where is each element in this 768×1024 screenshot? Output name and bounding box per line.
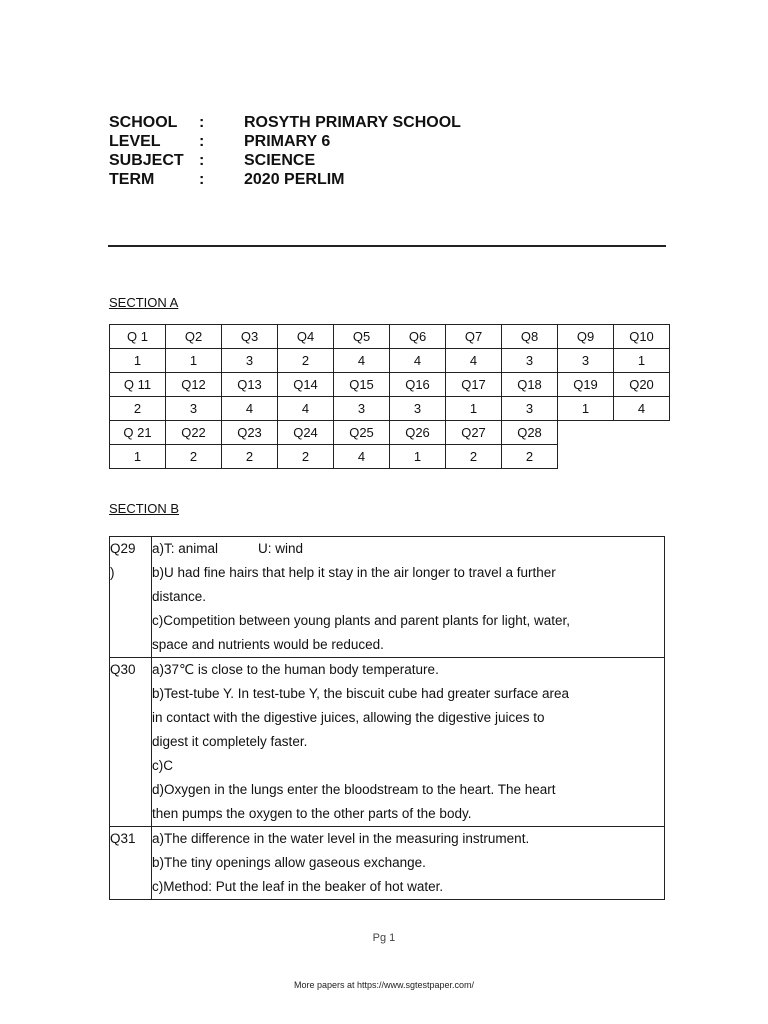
table-row [110, 325, 670, 349]
answer-cell: 2 [502, 445, 558, 469]
question-cell: Q14 [278, 373, 334, 397]
answer-line [152, 537, 664, 561]
answer-text-cell [152, 658, 665, 827]
question-cell: Q10 [614, 325, 670, 349]
answer-line: b)Test-tube Y. In test-tube Y, the biscuit cube had greater surface area [152, 686, 570, 701]
question-cell: Q18 [502, 373, 558, 397]
question-cell: Q9 [558, 325, 614, 349]
question-number: Q30 [110, 662, 136, 677]
answer-line: c)C [152, 758, 173, 773]
header-colon: : [199, 114, 205, 131]
question-cell: Q 21 [110, 421, 166, 445]
footer-link[interactable]: More papers at https://www.sgtestpaper.com/ [293, 980, 475, 990]
question-cell: Q25 [334, 421, 390, 445]
table-row [110, 445, 670, 469]
header-row-school [109, 113, 461, 132]
question-cell: Q2 [166, 325, 222, 349]
question-cell: Q22 [166, 421, 222, 445]
answer-line: a)The difference in the water level in the measuring instrument. [152, 831, 530, 846]
answer-line: a)37℃ is close to the human body temperature. [152, 662, 439, 677]
answer-cell: 1 [614, 349, 670, 373]
question-cell: Q16 [390, 373, 446, 397]
header-colon: : [199, 152, 205, 169]
question-cell: Q13 [222, 373, 278, 397]
question-cell: Q24 [278, 421, 334, 445]
question-cell: Q4 [278, 325, 334, 349]
answer-line: in contact with the digestive juices, allowing the digestive juices to [152, 710, 545, 725]
table-row [110, 349, 670, 373]
header-row-subject [109, 151, 461, 170]
answer-cell: 4 [334, 445, 390, 469]
table-row [110, 827, 665, 900]
answer-line: space and nutrients would be reduced. [152, 637, 384, 652]
answer-cell: 3 [502, 397, 558, 421]
empty-cell [614, 421, 670, 445]
question-number: Q29 [110, 541, 136, 556]
answer-cell: 1 [110, 445, 166, 469]
answer-cell: 2 [446, 445, 502, 469]
answer-line: c)Competition between young plants and parent plants for light, water, [152, 613, 570, 628]
question-cell: Q15 [334, 373, 390, 397]
answer-cell: 3 [390, 397, 446, 421]
table-row [110, 537, 665, 658]
answer-text-cell [152, 537, 665, 658]
question-number-cell [110, 537, 152, 658]
header-value: PRIMARY 6 [244, 133, 331, 150]
header-colon: : [199, 171, 205, 188]
answer-cell: 2 [166, 445, 222, 469]
answer-cell: 2 [110, 397, 166, 421]
header-value: ROSYTH PRIMARY SCHOOL [244, 114, 461, 131]
answer-cell: 4 [390, 349, 446, 373]
empty-cell [614, 445, 670, 469]
answer-cell: 3 [166, 397, 222, 421]
question-cell: Q 11 [110, 373, 166, 397]
answer-cell: 4 [222, 397, 278, 421]
answer-cell: 1 [558, 397, 614, 421]
question-cell: Q 1 [110, 325, 166, 349]
section-a-answer-table [109, 324, 670, 469]
question-cell: Q26 [390, 421, 446, 445]
answer-part: a)T: animal [152, 541, 219, 556]
section-b-title: SECTION B [109, 501, 180, 516]
page-number: Pg 1 [372, 932, 396, 944]
header-row-level [109, 132, 461, 151]
question-cell: Q20 [614, 373, 670, 397]
question-cell: Q27 [446, 421, 502, 445]
document-header [109, 113, 461, 189]
answer-line: c)Method: Put the leaf in the beaker of hot water. [152, 879, 444, 894]
answer-cell: 3 [502, 349, 558, 373]
answer-cell: 1 [166, 349, 222, 373]
question-cell: Q12 [166, 373, 222, 397]
divider-rule [108, 245, 666, 247]
answer-line: then pumps the oxygen to the other parts of the body. [152, 806, 472, 821]
table-row [110, 397, 670, 421]
question-cell: Q28 [502, 421, 558, 445]
answer-cell: 3 [334, 397, 390, 421]
answer-line: distance. [152, 589, 207, 604]
answer-cell: 1 [446, 397, 502, 421]
empty-cell [558, 421, 614, 445]
header-value: 2020 PERLIM [244, 171, 345, 188]
answer-cell: 4 [334, 349, 390, 373]
answer-cell: 2 [278, 349, 334, 373]
header-colon: : [199, 133, 205, 150]
table-row [110, 373, 670, 397]
answer-line: b)The tiny openings allow gaseous exchange. [152, 855, 426, 870]
table-row [110, 421, 670, 445]
header-label: LEVEL [109, 133, 161, 150]
answer-cell: 3 [558, 349, 614, 373]
answer-line: d)Oxygen in the lungs enter the bloodstream to the heart. The heart [152, 782, 556, 797]
question-cell: Q7 [446, 325, 502, 349]
answer-cell: 4 [446, 349, 502, 373]
answer-part: U: wind [258, 541, 304, 556]
header-label: SCHOOL [109, 114, 178, 131]
question-number-cell [110, 827, 152, 900]
question-cell: Q19 [558, 373, 614, 397]
answer-line: b)U had fine hairs that help it stay in the air longer to travel a further [152, 565, 556, 580]
answer-cell: 1 [390, 445, 446, 469]
answer-line: digest it completely faster. [152, 734, 308, 749]
question-cell: Q5 [334, 325, 390, 349]
section-a-title: SECTION A [109, 295, 179, 310]
question-cell: Q17 [446, 373, 502, 397]
header-value: SCIENCE [244, 152, 316, 169]
question-number-cell [110, 658, 152, 827]
question-cell: Q8 [502, 325, 558, 349]
question-number-overflow: ) [110, 565, 115, 580]
header-row-term [109, 170, 461, 189]
section-b-answer-table [109, 536, 665, 900]
answer-cell: 1 [110, 349, 166, 373]
answer-cell: 2 [222, 445, 278, 469]
table-row [110, 658, 665, 827]
header-label: SUBJECT [109, 152, 184, 169]
answer-cell: 2 [278, 445, 334, 469]
answer-cell: 3 [222, 349, 278, 373]
question-cell: Q6 [390, 325, 446, 349]
answer-cell: 4 [614, 397, 670, 421]
header-label: TERM [109, 171, 155, 188]
answer-text-cell [152, 827, 665, 900]
question-number: Q31 [110, 831, 136, 846]
question-cell: Q3 [222, 325, 278, 349]
question-cell: Q23 [222, 421, 278, 445]
empty-cell [558, 445, 614, 469]
answer-cell: 4 [278, 397, 334, 421]
